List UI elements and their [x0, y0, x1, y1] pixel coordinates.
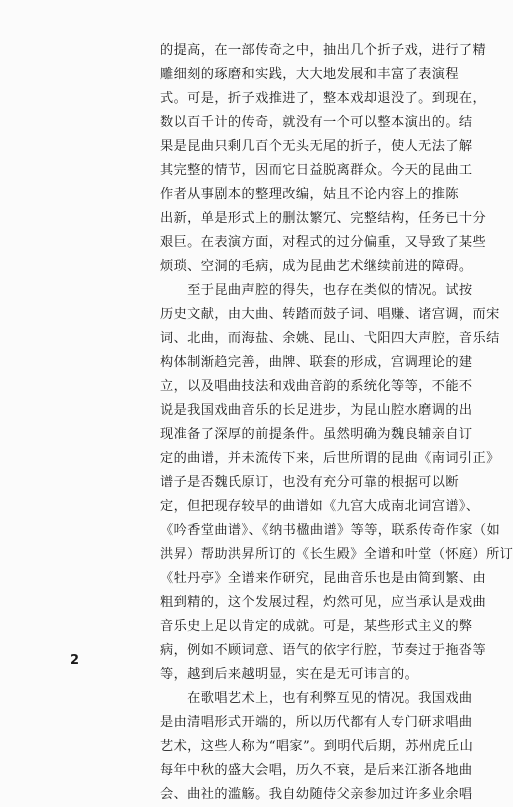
- text-line: 《牡丹亭》全谱来作研究，昆曲音乐也是由简到繁、由: [160, 571, 487, 586]
- text-line: 说是我国戏曲音乐的长足进步，为昆山腔水磨调的出: [160, 403, 473, 418]
- text-line: 谱子是否魏氏原订，也没有充分可靠的根据可以断: [160, 475, 459, 490]
- text-line: 定的曲谱，并未流传下来，后世所谓的昆曲《南词引正》: [160, 451, 500, 466]
- text-line: 的提高，在一部传奇之中，抽出几个折子戏，进行了精: [160, 43, 487, 58]
- text-line: 在歌唱艺术上，也有利弊互见的情况。我国戏曲: [160, 691, 473, 706]
- text-line: 词、北曲，而海盐、余姚、昆山、弋阳四大声腔，音乐结: [160, 331, 500, 346]
- text-line: 现准备了深厚的前提条件。虽然明确为魏良辅亲自订: [160, 427, 473, 442]
- text-line: 至于昆曲声腔的得失，也存在类似的情况。试按: [160, 283, 473, 298]
- text-line: 其完整的情节，因而它日益脱离群众。今天的昆曲工: [160, 163, 473, 178]
- text-line: 出新，单是形式上的删汰繁冗、完整结构，任务已十分: [160, 211, 487, 226]
- text-line: 音乐史上足以肯定的成就。可是，某些形式主义的弊: [160, 619, 473, 634]
- text-line: 立，以及唱曲技法和戏曲音韵的系统化等等，不能不: [160, 379, 473, 394]
- text-line: 式。可是，折子戏推进了，整本戏却退没了。到现在，: [160, 91, 487, 106]
- text-line: 历史文献，由大曲、转踏而鼓子词、唱赚、诸宫调，而宋: [160, 307, 500, 322]
- page-number: 2: [70, 653, 80, 668]
- text-line: 果是昆曲只剩几百个无头无尾的折子，使人无法了解: [160, 139, 473, 154]
- text-line: 每年中秋的盛大会唱，历久不衰，是后来江浙各地曲: [160, 763, 473, 778]
- text-line: 定，但把现存较早的曲谱如《九宫大成南北词宫谱》、: [160, 499, 480, 514]
- text-line: 作者从事剧本的整理改编，姑且不论内容上的推陈: [160, 187, 459, 202]
- text-line: 艺术，这些人称为“唱家”。到明代后期，苏州虎丘山: [160, 739, 474, 754]
- text-line: 会、曲社的滥觞。我自幼随侍父亲参加过许多业余唱: [160, 787, 473, 802]
- text-line: 构体制渐趋完善，曲牌、联套的形成，宫调理论的建: [160, 355, 473, 370]
- text-line: 艰巨。在表演方面，对程式的过分偏重，又导致了某些: [160, 235, 487, 250]
- text-line: 粗到精的，这个发展过程，灼然可见，应当承认是戏曲: [160, 595, 487, 610]
- text-line: 数以百千计的传奇，就没有一个可以整本演出的。结: [160, 115, 473, 130]
- text-line: 烦琐、空洞的毛病，成为昆曲艺术继续前进的障碍。: [160, 259, 473, 274]
- text-line: 等，越到后来越明显，实在是无可讳言的。: [160, 667, 419, 682]
- text-line: 病，例如不顾词意、语气的依字行腔，节奏过于拖沓等: [160, 643, 487, 658]
- text-line: 《吟香堂曲谱》、《纳书楹曲谱》等等，联系传奇作家（如: [160, 523, 501, 538]
- text-line: 洪昇）帮助洪昇所订的《长生殿》全谱和叶堂（怀庭）所订: [160, 547, 513, 562]
- text-line: 是由清唱形式开端的，所以历代都有人专门研求唱曲: [160, 715, 473, 730]
- text-line: 雕细刻的琢磨和实践，大大地发展和丰富了表演程: [160, 67, 459, 82]
- body-text: [160, 39, 513, 807]
